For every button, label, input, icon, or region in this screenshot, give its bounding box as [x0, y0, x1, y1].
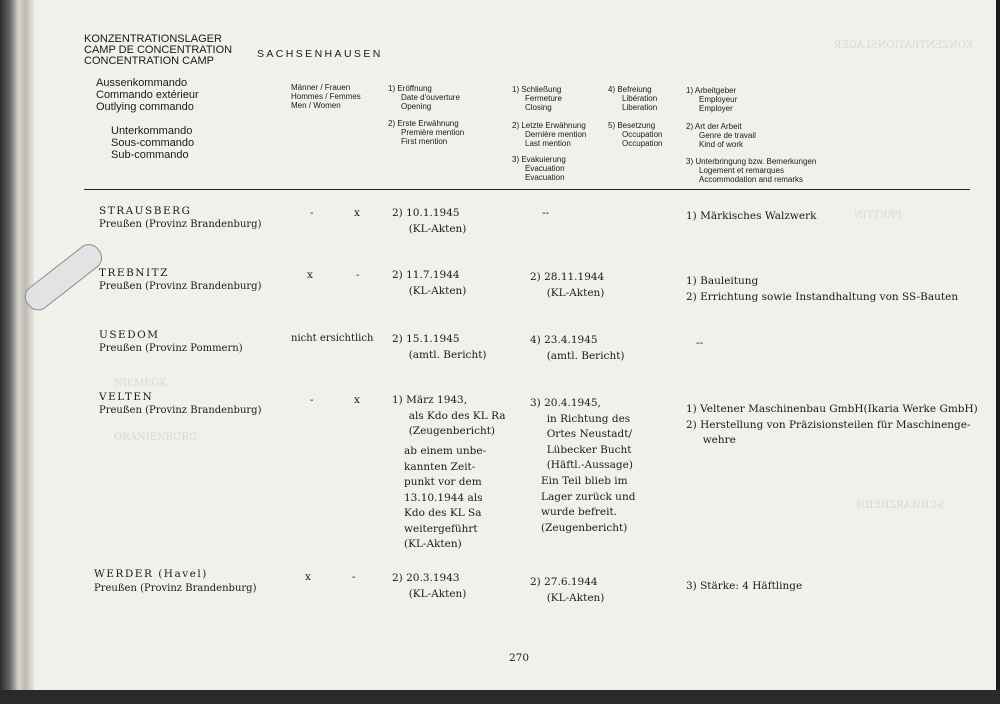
- men-mark: -: [310, 207, 314, 219]
- col-sex-de: Männer / Frauen: [291, 83, 351, 92]
- show-through-text: ORANIENBURG: [114, 432, 197, 443]
- book-page-edges: [0, 0, 34, 704]
- col-evac-de: 3) Evakuierung: [512, 155, 566, 164]
- place-name: WERDER (Havel): [94, 568, 208, 580]
- remarks-cell: 3) Stärke: 4 Häftlinge: [686, 580, 803, 592]
- col-employer-en: Employer: [699, 104, 733, 113]
- col-closing-fr: Fermeture: [525, 94, 562, 103]
- men-mark: x: [305, 571, 311, 583]
- col-closing-de: 1) Schließung: [512, 85, 562, 94]
- province: Preußen (Provinz Brandenburg): [94, 583, 257, 594]
- opening-continuation: ab einem unbe- kannten Zeit- punkt vor dem 13.10.1944 als Kdo des KL Sa weitergeführt (KL-Akten): [404, 445, 487, 550]
- province: Preußen (Provinz Brandenburg): [99, 281, 262, 292]
- col-last-en: Last mention: [525, 139, 571, 148]
- remarks-cell: 1) Märkisches Walzwerk: [686, 210, 817, 222]
- sub-label-en: Sub-commando: [111, 149, 189, 161]
- closing-cell: --: [542, 207, 550, 219]
- opening-cell: 2) 10.1.1945 (KL-Akten): [392, 207, 467, 235]
- women-mark: -: [356, 269, 360, 281]
- col-last-fr: Dernière mention: [525, 130, 587, 139]
- opening-cell: 2) 20.3.1943 (KL-Akten): [392, 572, 467, 600]
- col-last-de: 2) Letzte Erwähnung: [512, 121, 586, 130]
- sub-label-de: Unterkommando: [111, 125, 193, 137]
- closing-cell: 2) 28.11.1944 (KL-Akten): [530, 271, 605, 299]
- col-sex-en: Men / Women: [291, 101, 341, 110]
- closing-continuation: Ein Teil blieb im Lager zurück und wurde befreit. (Zeugenbericht): [541, 475, 636, 534]
- opening-cell: 2) 15.1.1945 (amtl. Bericht): [392, 333, 487, 361]
- women-mark: x: [354, 394, 360, 406]
- outside-label-en: Outlying commando: [96, 101, 194, 113]
- col-remarks-fr: Logement et remarques: [699, 166, 784, 175]
- show-through-text: SCHWARZHEIDE: [854, 500, 944, 511]
- women-mark: x: [354, 207, 360, 219]
- show-through-text: PRETTIN: [854, 210, 902, 221]
- closing-cell: 3) 20.4.1945, in Richtung des Ortes Neustadt/ Lübecker Bucht (Häftl.-Aussage): [530, 397, 633, 471]
- col-work-en: Kind of work: [699, 140, 744, 149]
- remarks-cell: 1) Veltener Maschinenbau GmbH(Ikaria Werke GmbH) 2) Herstellung von Präzisionsteilen für Maschinenge- wehre: [686, 403, 978, 446]
- col-first-fr: Première mention: [401, 128, 465, 137]
- col-opening-fr: Date d'ouverture: [401, 93, 460, 102]
- women-mark: -: [352, 571, 356, 583]
- province: Preußen (Provinz Brandenburg): [99, 405, 262, 416]
- sub-label-fr: Sous-commando: [111, 137, 195, 149]
- outside-label-de: Aussenkommando: [96, 77, 188, 89]
- camp-label-fr: CAMP DE CONCENTRATION: [84, 44, 233, 56]
- page-edge-right: [996, 0, 1000, 704]
- col-sex-fr: Hommes / Femmes: [291, 92, 361, 101]
- header-divider: [84, 189, 970, 190]
- col-closing-en: Closing: [525, 103, 552, 112]
- men-mark: nicht ersichtlich: [291, 333, 374, 344]
- place-name: STRAUSBERG: [99, 205, 192, 217]
- col-work-fr: Genre de travail: [699, 131, 756, 140]
- col-occupation-en: Occupation: [622, 139, 663, 148]
- col-first-en: First mention: [401, 137, 448, 146]
- col-evac-en: Evacuation: [525, 173, 565, 182]
- col-first-de: 2) Erste Erwähnung: [388, 119, 459, 128]
- col-remarks-en: Accommodation and remarks: [699, 175, 804, 184]
- show-through-text: NIEMEGK: [114, 378, 167, 389]
- men-mark: -: [310, 394, 314, 406]
- show-through-text: KONZENTRATIONSLAGER: [834, 40, 974, 51]
- col-opening-en: Opening: [401, 102, 432, 111]
- province: Preußen (Provinz Brandenburg): [99, 219, 262, 230]
- col-liberation-en: Liberation: [622, 103, 658, 112]
- col-occupation-fr: Occupation: [622, 130, 663, 139]
- page-number: 270: [509, 652, 530, 664]
- place-name: TREBNITZ: [99, 267, 169, 279]
- opening-cell: 2) 11.7.1944 (KL-Akten): [392, 269, 467, 297]
- camp-label-en: CONCENTRATION CAMP: [84, 55, 214, 67]
- remarks-cell: 1) Bauleitung 2) Errichtung sowie Instandhaltung von SS-Bauten: [686, 275, 959, 303]
- col-evac-fr: Evacuation: [525, 164, 565, 173]
- col-liberation-fr: Libération: [622, 94, 658, 103]
- col-work-de: 2) Art der Arbeit: [686, 122, 742, 131]
- closing-cell: 4) 23.4.1945 (amtl. Bericht): [530, 334, 625, 362]
- col-occupation-de: 5) Besetzung: [608, 121, 656, 130]
- col-liberation-de: 4) Befreiung: [608, 85, 652, 94]
- province: Preußen (Provinz Pommern): [99, 343, 243, 354]
- closing-cell: 2) 27.6.1944 (KL-Akten): [530, 576, 605, 604]
- col-remarks-de: 3) Unterbringung bzw. Bemerkungen: [686, 157, 817, 166]
- col-opening-de: 1) Eröffnung: [388, 84, 432, 93]
- men-mark: x: [307, 269, 313, 281]
- place-name: USEDOM: [99, 329, 160, 341]
- opening-cell: 1) März 1943, als Kdo des KL Ra (Zeugenbericht): [392, 394, 506, 437]
- camp-label-de: KONZENTRATIONSLAGER: [84, 33, 222, 45]
- col-employer-fr: Employeur: [699, 95, 738, 104]
- place-name: VELTEN: [99, 391, 154, 403]
- camp-name: SACHSENHAUSEN: [257, 48, 383, 60]
- outside-label-fr: Commando extérieur: [96, 89, 199, 101]
- scanner-bed: [0, 690, 1000, 704]
- col-employer-de: 1) Arbeitgeber: [686, 86, 737, 95]
- remarks-cell: --: [696, 337, 704, 349]
